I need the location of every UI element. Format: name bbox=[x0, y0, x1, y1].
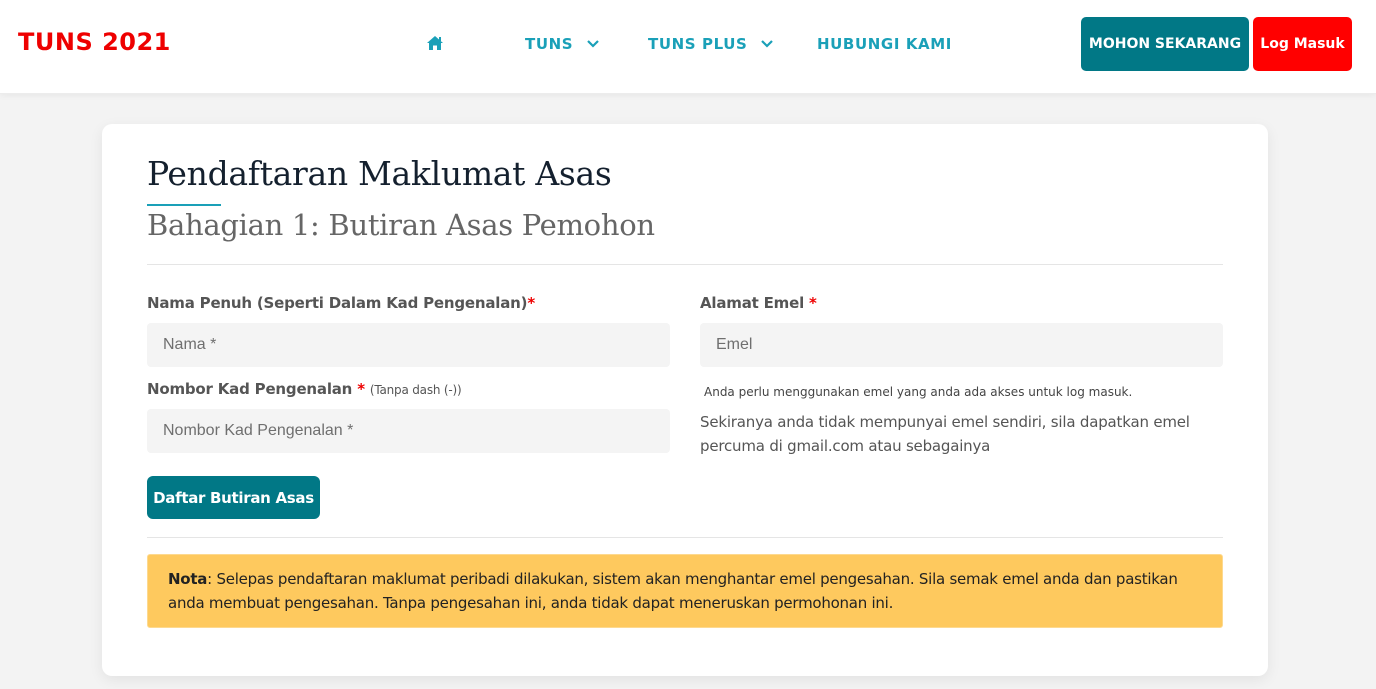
required-mark: * bbox=[527, 294, 535, 312]
nav-item-tuns[interactable] bbox=[525, 35, 599, 53]
registration-card bbox=[102, 124, 1268, 676]
email-label-text: Alamat Emel bbox=[700, 294, 805, 312]
top-navbar bbox=[0, 0, 1376, 94]
login-button[interactable]: Log Masuk bbox=[1253, 17, 1352, 71]
required-mark: * bbox=[357, 380, 365, 398]
section-subtitle: Bahagian 1: Butiran Asas Pemohon bbox=[147, 208, 655, 242]
chevron-down-icon bbox=[587, 40, 599, 48]
name-label-text: Nama Penuh (Seperti Dalam Kad Pengenalan) bbox=[147, 294, 528, 312]
email-input[interactable] bbox=[700, 323, 1223, 367]
ic-label bbox=[147, 380, 461, 398]
page-title: Pendaftaran Maklumat Asas bbox=[147, 154, 612, 193]
full-name-input[interactable] bbox=[147, 323, 670, 367]
nav-item-hubungi-kami[interactable] bbox=[817, 35, 952, 53]
email-help-text: Sekiranya anda tidak mempunyai emel sendiri, sila dapatkan emel percuma di gmail.com atau sebagainya bbox=[700, 413, 1190, 455]
note-alert bbox=[147, 554, 1223, 628]
nav-item-tuns-plus[interactable] bbox=[648, 35, 773, 53]
chevron-down-icon bbox=[761, 40, 773, 48]
nav-item-label: TUNS bbox=[525, 35, 574, 53]
divider bbox=[147, 537, 1223, 538]
home-icon[interactable] bbox=[426, 35, 444, 51]
email-help-small: Anda perlu menggunakan emel yang anda ada akses untuk log masuk. bbox=[704, 385, 1133, 399]
register-basic-details-button[interactable]: Daftar Butiran Asas bbox=[147, 476, 320, 519]
ic-hint: (Tanpa dash (-)) bbox=[369, 383, 462, 397]
brand-logo[interactable]: TUNS 2021 bbox=[18, 28, 171, 56]
title-underline bbox=[147, 204, 221, 206]
email-label bbox=[700, 294, 817, 312]
name-label bbox=[147, 294, 535, 312]
apply-now-button[interactable]: MOHON SEKARANG bbox=[1081, 17, 1249, 71]
nav-item-label: TUNS PLUS bbox=[648, 35, 748, 53]
required-mark: * bbox=[809, 294, 817, 312]
divider bbox=[147, 264, 1223, 265]
ic-label-text: Nombor Kad Pengenalan bbox=[147, 380, 353, 398]
note-text: : Selepas pendaftaran maklumat peribadi dilakukan, sistem akan menghantar emel pengesahan. Sila semak emel anda dan pastikan anda membuat pengesahan. Tanpa pengesahan ini, anda tidak dapat meneruskan permohonan ini. bbox=[168, 570, 1178, 612]
note-prefix: Nota bbox=[168, 570, 208, 588]
ic-number-input[interactable] bbox=[147, 409, 670, 453]
nav-item-label: HUBUNGI KAMI bbox=[817, 35, 952, 53]
